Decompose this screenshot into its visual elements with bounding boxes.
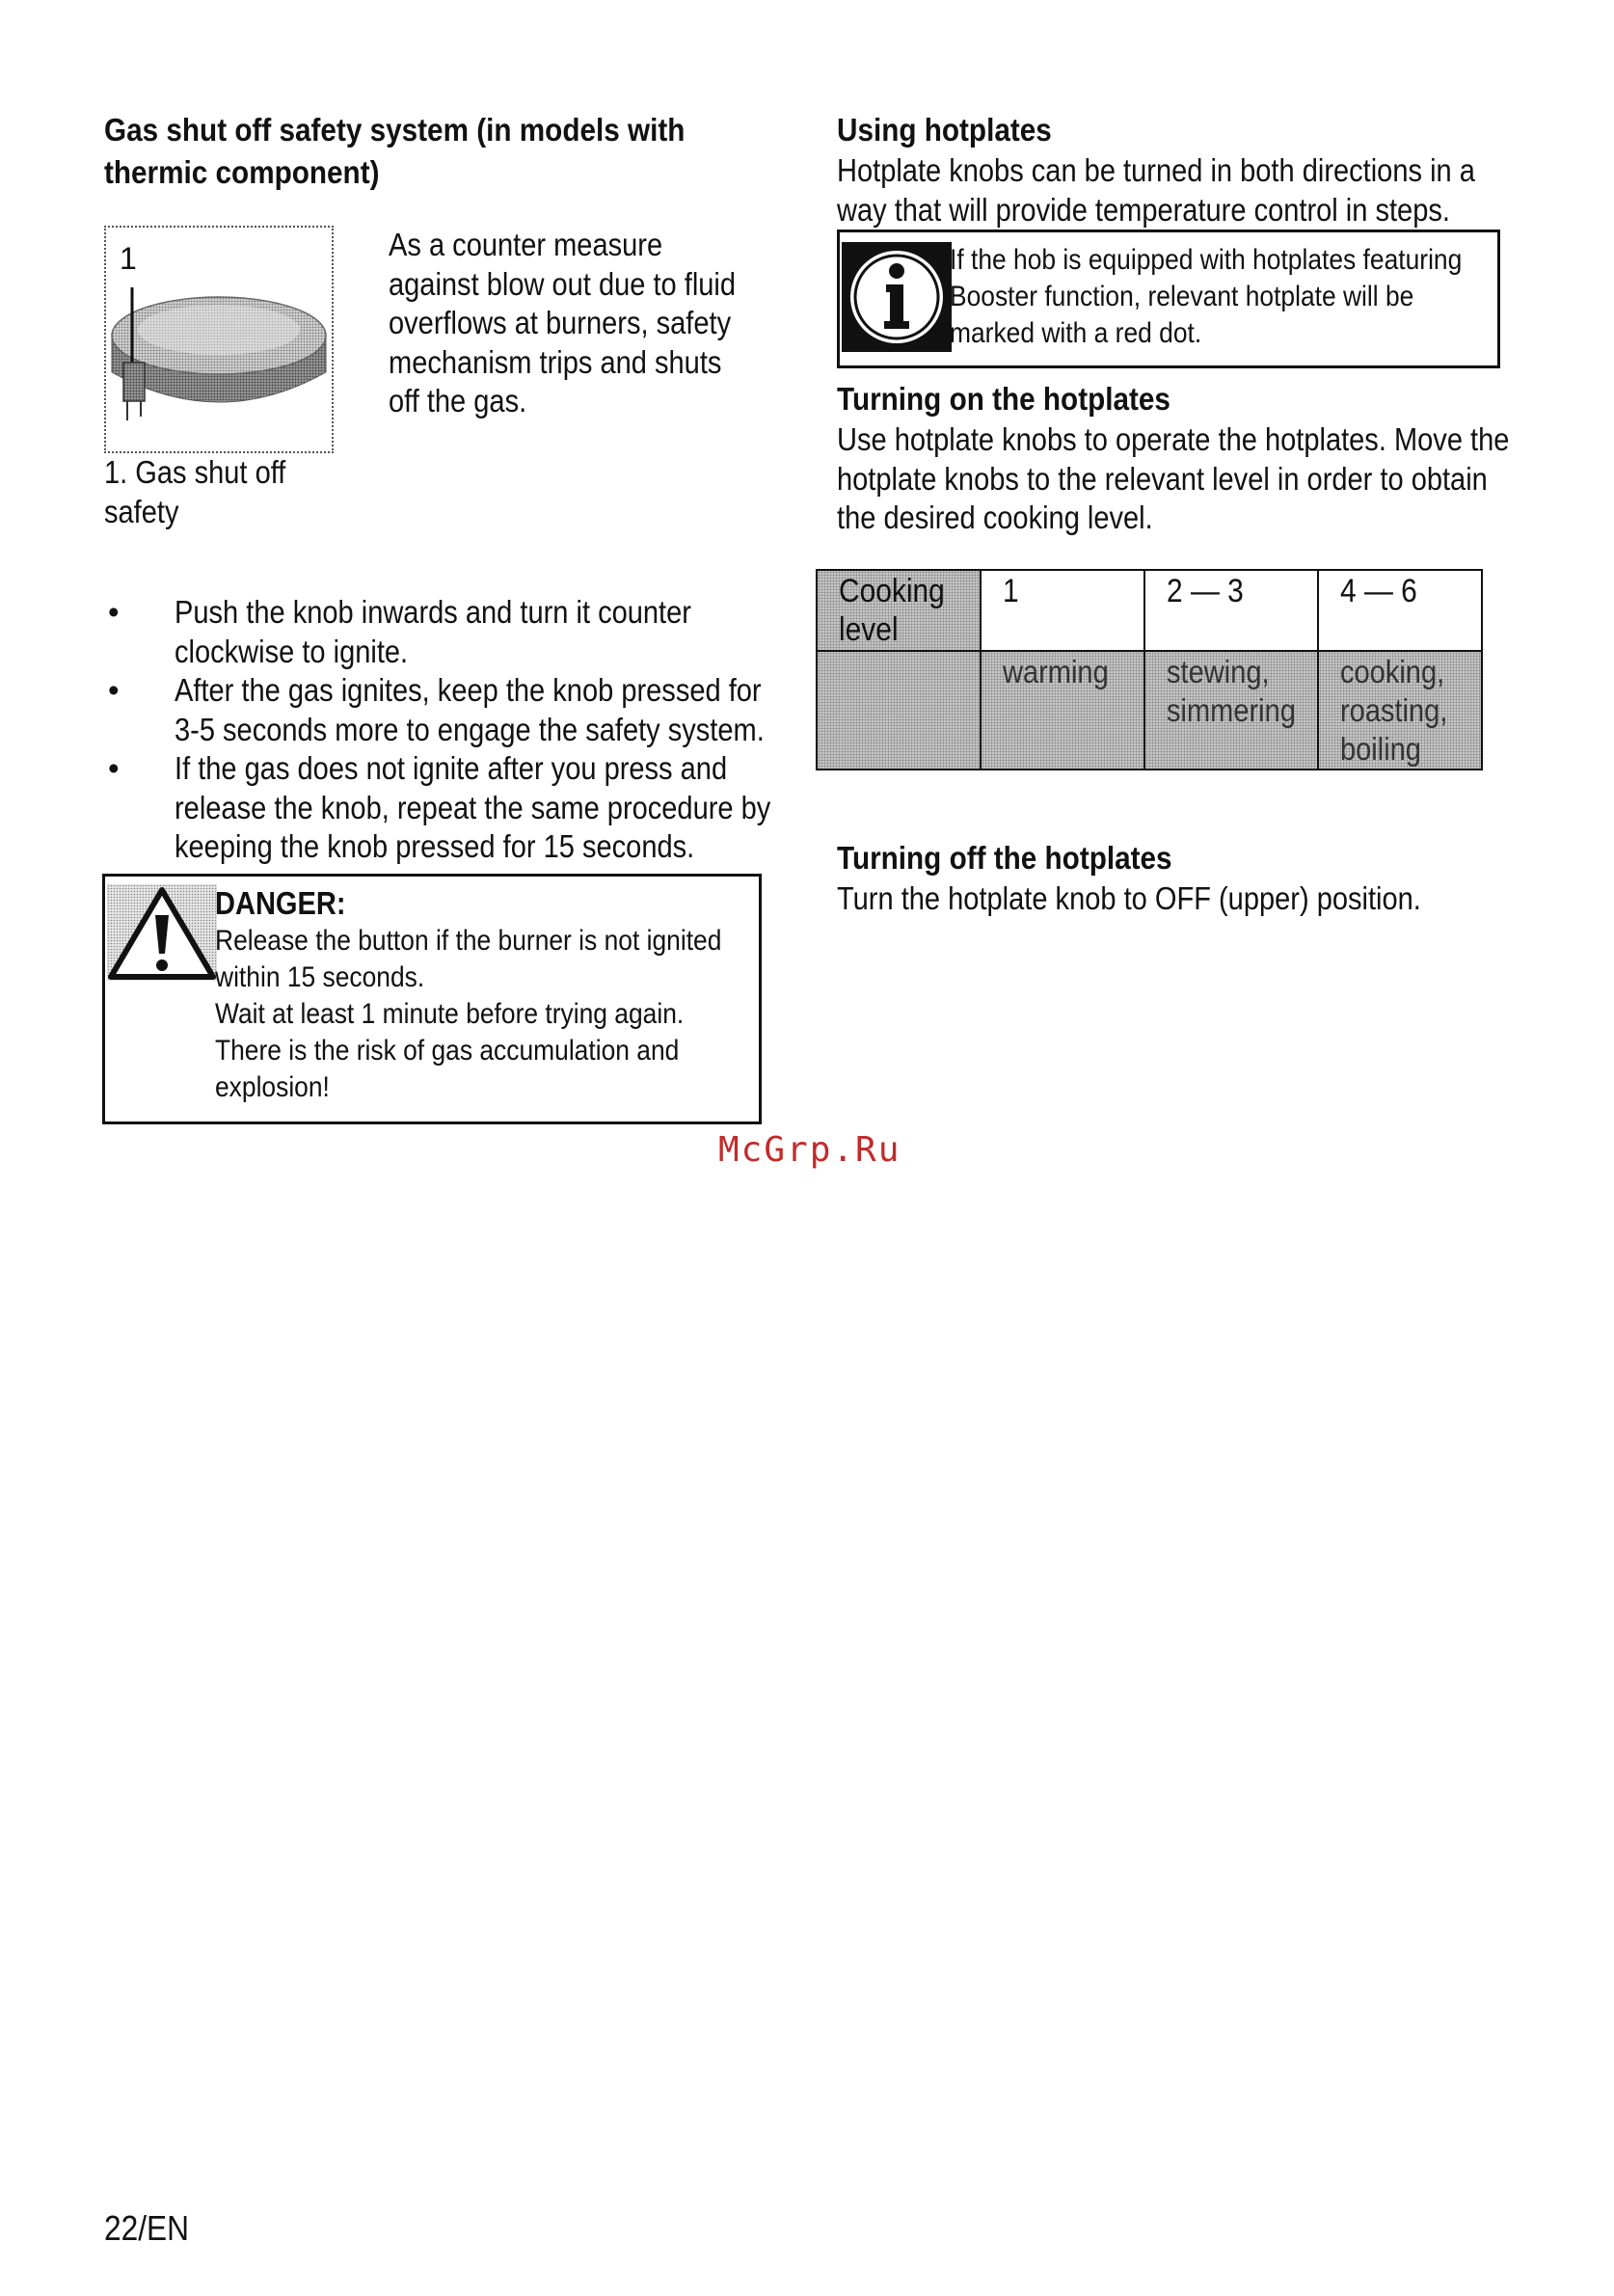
list-item-line: Push the knob inwards and turn it counter — [175, 594, 691, 630]
cell-line: roasting, — [1340, 692, 1448, 728]
danger-line: explosion! — [215, 1071, 330, 1103]
cell-line: simmering — [1167, 692, 1296, 728]
paragraph-line: Turn the hotplate knob to OFF (upper) position. — [837, 880, 1421, 916]
turning-on-section — [837, 378, 1601, 538]
paragraph-line: the desired cooking level. — [837, 500, 1153, 535]
burner-illustration — [106, 228, 332, 451]
cell-line: boiling — [1340, 731, 1422, 767]
list-item-line: clockwise to ignite. — [175, 633, 409, 669]
table-cell — [981, 651, 1144, 770]
info-note-box — [837, 230, 1500, 368]
warning-triangle-icon — [107, 884, 217, 981]
cell-line: stewing, — [1167, 654, 1270, 689]
list-item-line: After the gas ignites, keep the knob pressed for — [175, 672, 762, 708]
table-header-cell — [817, 570, 981, 651]
info-icon — [842, 242, 952, 352]
paragraph-line: hotplate knobs to the relevant level in order to obtain — [837, 460, 1488, 497]
heading-line: thermic component) — [104, 154, 380, 190]
list-item-line: keeping the knob pressed for 15 seconds. — [175, 828, 695, 864]
section-heading: Turning on the hotplates — [837, 381, 1170, 417]
danger-line: There is the risk of gas accumulation and — [215, 1035, 680, 1067]
paragraph-line: As a counter measure — [389, 227, 663, 262]
paragraph-line: way that will provide temperature control in steps. — [837, 191, 1450, 228]
table-row — [817, 651, 1482, 770]
table-header-cell — [981, 570, 1144, 651]
caption-line: 1. Gas shut off — [104, 454, 286, 490]
cell-line: 1 — [1003, 573, 1019, 609]
danger-text — [215, 884, 791, 1106]
paragraph-line: Hotplate knobs can be turned in both directions in a — [837, 152, 1475, 188]
page-number: 22/EN — [104, 2208, 190, 2248]
paragraph-line: against blow out due to fluid — [389, 265, 737, 302]
gas-shutoff-heading — [104, 109, 749, 194]
section-heading: Using hotplates — [837, 112, 1052, 148]
bullet-icon: • — [108, 594, 120, 630]
caption-line: safety — [104, 493, 179, 529]
counter-measure-text — [389, 226, 783, 421]
paragraph-line: Use hotplate knobs to operate the hotplates. Move the — [837, 421, 1510, 457]
ignition-steps-list — [104, 593, 779, 867]
paragraph-line: off the gas. — [389, 383, 527, 419]
using-hotplates-section — [837, 109, 1562, 230]
turning-off-section — [837, 837, 1500, 919]
info-line: If the hob is equipped with hotplates featuring — [950, 244, 1463, 276]
list-item — [104, 749, 779, 867]
table-header-cell — [1144, 570, 1318, 651]
table-cell — [1318, 651, 1482, 770]
cell-line: 4 — 6 — [1340, 573, 1418, 609]
paragraph-line: mechanism trips and shuts — [389, 343, 722, 380]
paragraph-line: overflows at burners, safety — [389, 305, 732, 340]
cell-line: level — [839, 611, 899, 648]
burner-figure — [104, 226, 334, 453]
danger-warning-box — [102, 874, 762, 1124]
cell-line: cooking, — [1340, 654, 1445, 689]
bullet-icon: • — [108, 672, 120, 708]
table-header-row — [817, 570, 1482, 651]
callout-number: 1 — [120, 241, 137, 276]
danger-title: DANGER: — [215, 885, 346, 921]
info-line: Booster function, relevant hotplate will be — [950, 281, 1414, 312]
cell-line: 2 — 3 — [1167, 573, 1244, 609]
danger-line: Release the button if the burner is not ignited — [215, 925, 722, 957]
list-item-line: 3-5 seconds more to engage the safety system. — [175, 711, 765, 747]
list-item-line: If the gas does not ignite after you press and — [175, 750, 728, 786]
figure-caption — [104, 453, 310, 531]
info-text — [950, 242, 1532, 352]
list-item — [104, 593, 779, 671]
cell-line: Cooking — [839, 573, 945, 609]
info-line: marked with a red dot. — [950, 317, 1202, 349]
table-cell — [1144, 651, 1318, 770]
bullet-icon: • — [108, 750, 120, 786]
table-header-cell — [1318, 570, 1482, 651]
danger-line: Wait at least 1 minute before trying again. — [215, 998, 685, 1030]
watermark: McGrp.Ru — [718, 1130, 901, 1170]
section-heading: Turning off the hotplates — [837, 840, 1172, 876]
cell-line: warming — [1003, 654, 1109, 689]
list-item-line: release the knob, repeat the same procedure by — [175, 789, 771, 825]
table-cell — [817, 651, 981, 770]
danger-line: within 15 seconds. — [215, 961, 425, 993]
list-item — [104, 671, 779, 749]
heading-line: Gas shut off safety system (in models with — [104, 112, 686, 148]
cooking-level-table — [816, 569, 1483, 770]
